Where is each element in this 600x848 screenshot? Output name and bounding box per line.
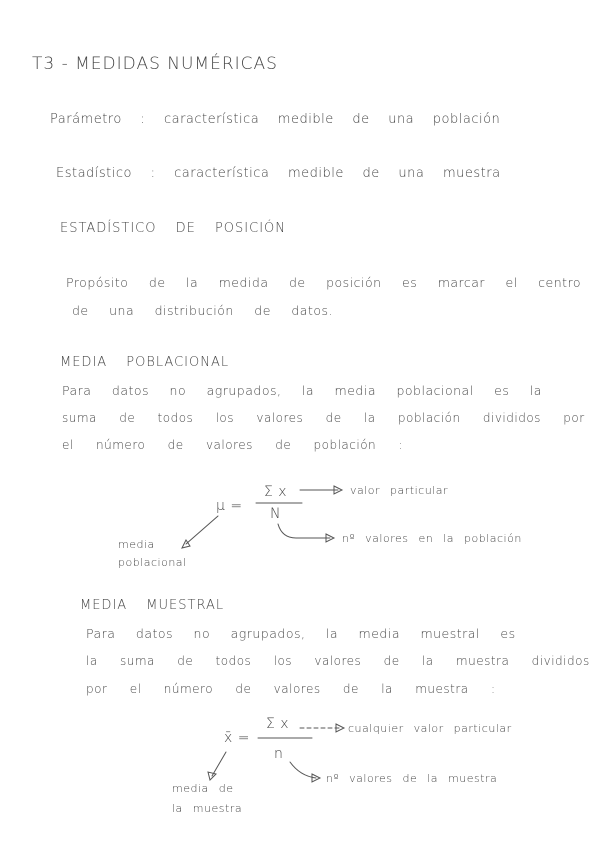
- position-purpose-line-1: Propósito de la medida de posición es marcar el centro: [66, 275, 582, 290]
- media-muestral-line-2: la suma de todos los valores de la muestra divididos: [86, 654, 590, 668]
- media-poblacional-arrow-count: [278, 524, 330, 538]
- media-poblacional-heading: MEDIA POBLACIONAL: [60, 355, 230, 370]
- media-poblacional-label-line-2: poblacional: [118, 556, 187, 569]
- media-muestral-formula-numerator: Σ x: [266, 716, 290, 732]
- media-muestral-line-3: por el número de valores de la muestra :: [86, 682, 496, 696]
- page-title: T3 - MEDIDAS NUMÉRICAS: [32, 54, 278, 74]
- definition-estadistico: Estadístico : característica medible de una muestra: [56, 166, 501, 181]
- media-muestral-heading: MEDIA MUESTRAL: [80, 598, 225, 613]
- media-poblacional-note-valor: valor particular: [350, 484, 449, 497]
- media-poblacional-line-3: el número de valores de población :: [62, 438, 404, 452]
- media-poblacional-arrow-label: [186, 516, 218, 544]
- media-poblacional-formula-lhs: μ =: [216, 498, 243, 514]
- media-poblacional-label-line-1: media: [118, 538, 155, 551]
- media-poblacional-line-2: suma de todos los valores de la población divididos por: [62, 411, 585, 425]
- definition-parametro: Parámetro : característica medible de una población: [50, 112, 501, 127]
- position-purpose-line-2: de una distribución de datos.: [72, 303, 333, 318]
- media-muestral-formula-denominator: n: [274, 746, 284, 762]
- media-poblacional-note-count: nº valores en la población: [342, 532, 522, 545]
- media-muestral-note-valor: cualquier valor particular: [348, 722, 512, 735]
- media-muestral-arrow-label: [212, 752, 226, 776]
- media-muestral-note-count: nº valores de la muestra: [326, 772, 498, 785]
- section-heading-position: ESTADÍSTICO DE POSICIÓN: [60, 221, 286, 236]
- media-poblacional-formula-numerator: Σ x: [264, 484, 288, 500]
- media-muestral-line-1: Para datos no agrupados, la media muestral es: [86, 626, 516, 641]
- media-poblacional-formula-denominator: N: [270, 506, 281, 522]
- media-poblacional-line-1: Para datos no agrupados, la media poblacional es la: [62, 383, 542, 398]
- media-muestral-formula-lhs: x̄ =: [224, 730, 250, 746]
- media-muestral-label-line-1: media de: [172, 782, 234, 795]
- media-muestral-label-line-2: la muestra: [172, 802, 243, 815]
